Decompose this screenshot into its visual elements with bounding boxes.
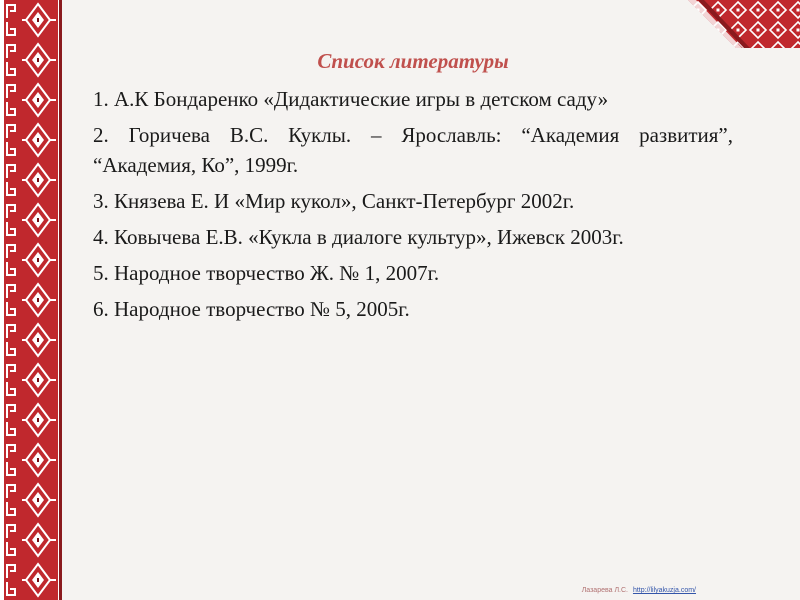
list-item: 4. Ковычева Е.В. «Кукла в диалоге культур», Ижевск 2003г. [93,225,624,249]
footer [582,587,696,594]
bibliography [93,48,733,330]
list-item: 5. Народное творчество Ж. № 1, 2007г. [93,261,440,285]
list-item: 2. Горичева В.С. Куклы. – Ярославль: “Академия развития”, “Академия, Ко”, 1999г. [93,123,733,177]
page-title: Список литературы [317,49,509,73]
list-item: 3. Князева Е. И «Мир кукол», Санкт-Петербург 2002г. [93,189,575,213]
footer-author: Лазарева Л.С. [581,587,629,594]
list-item: 6. Народное творчество № 5, 2005г. [93,297,410,321]
list-item: 1. А.К Бондаренко «Дидактические игры в детском саду» [93,87,609,111]
ornament-left-border [0,0,62,600]
footer-link[interactable]: http://lilyakuzja.com/ [632,587,696,594]
ornament-corner [688,0,800,48]
